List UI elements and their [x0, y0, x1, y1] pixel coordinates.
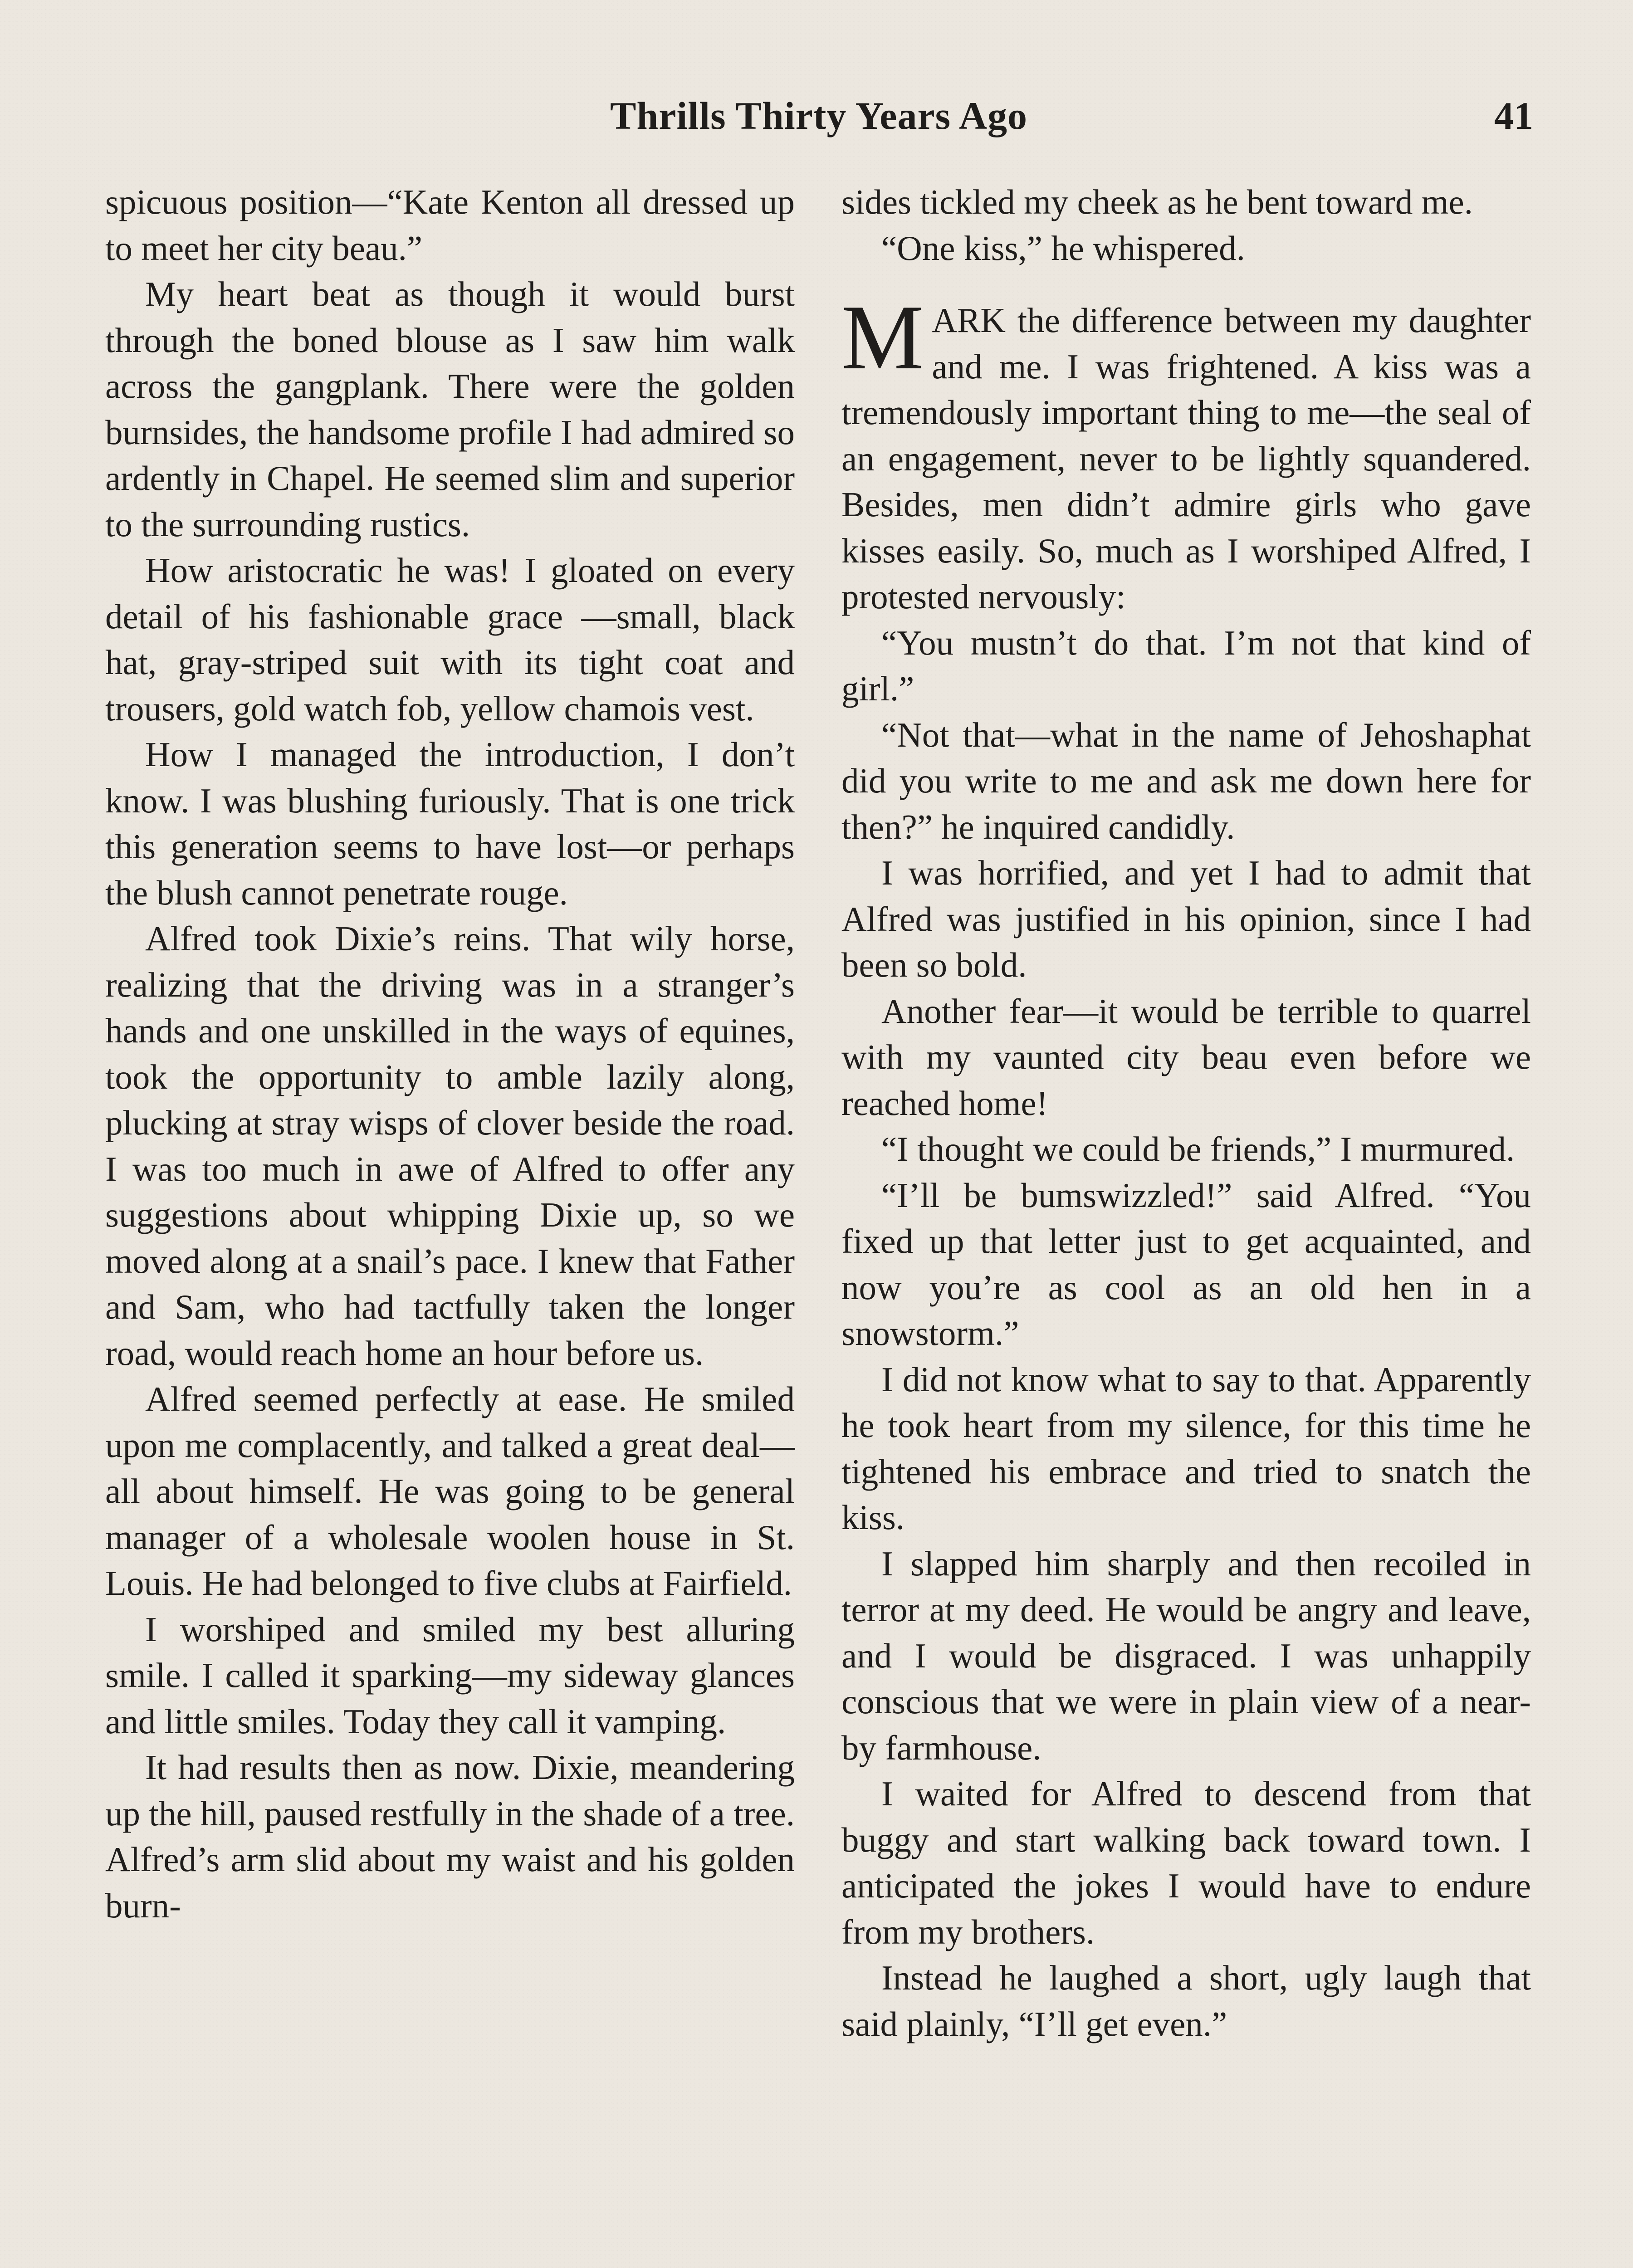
paragraph: My heart beat as though it would burst through the boned blouse as I saw him walk across the gangplank. There were the golden burnsides, the handsome profile I had admired so ardently in Chapel. He seemed slim and superior to the surrounding rustics. [105, 274, 795, 544]
paragraph: I was horrified, and yet I had to admit that Alfred was justified in his opinion, since I had been so bold. [841, 853, 1531, 984]
paragraph: I waited for Alfred to descend from that buggy and start walking back toward town. I anticipated the jokes I would have to endure from my brothers. [841, 1774, 1531, 1951]
drop-cap: M [841, 286, 924, 389]
left-column [105, 179, 795, 1929]
paragraph-text: the difference between my daughter and me. I was frightened. A kiss was a tremendously important thing to me—the seal of an engagement, never to be lightly squandered. Besides, men didn’t admire girls who gave kisses easily. So, much as I worshiped Alfred, I protested nervously: [841, 301, 1531, 616]
paragraph: spicuous position—“Kate Kenton all dressed up to meet her city beau.” [105, 182, 795, 268]
paragraph: I did not know what to say to that. Apparently he took heart from my silence, for this time he tightened his embrace and tried to snatch the kiss. [841, 1359, 1531, 1537]
paragraph: “One kiss,” he whispered. [881, 228, 1245, 268]
paragraph: Alfred seemed perfectly at ease. He smiled upon me complacently, and talked a great deal—all about himself. He was going to be general manager of a wholesale woolen house in St. Louis. He had belonged to five clubs at Fairfield. [105, 1379, 795, 1603]
section-opening-paragraph [841, 286, 1531, 620]
paragraph: It had results then as now. Dixie, meandering up the hill, paused restfully in the shade of a tree. Alfred’s arm slid about my waist and his golden burn- [105, 1748, 795, 1925]
paragraph: How aristocratic he was! I gloated on every detail of his fashionable grace —small, black hat, gray-striped suit with its tight coat and trousers, gold watch fob, yellow chamois vest. [105, 551, 795, 728]
paragraph: “I thought we could be friends,” I murmured. [881, 1129, 1515, 1168]
paragraph: How I managed the introduction, I don’t know. I was blushing furiously. That is one trick this generation seems to have lost—or perhaps the blush cannot penetrate rouge. [105, 735, 795, 912]
paragraph: I worshiped and smiled my best alluring smile. I called it sparking—my sideway glances and little smiles. Today they call it vamping. [105, 1609, 795, 1741]
paragraph: I slapped him sharply and then recoiled in terror at my deed. He would be angry and leave, and I would be disgraced. I was unhappily conscious that we were in plain view of a near-by farmhouse. [841, 1544, 1531, 1767]
paragraph: “I’ll be bumswizzled!” said Alfred. “You fixed up that letter just to get acquainted, and now you’re as cool as an old hen in a snowstorm.” [841, 1175, 1531, 1353]
page-title: Thrills Thirty Years Ago [610, 94, 1027, 137]
running-head [104, 93, 1533, 161]
paragraph: Instead he laughed a short, ugly laugh that said plainly, “I’ll get even.” [841, 1958, 1531, 2043]
paragraph: Another fear—it would be terrible to quarrel with my vaunted city beau even before we reached home! [841, 991, 1531, 1123]
right-column [841, 179, 1531, 2047]
page-number: 41 [1494, 94, 1533, 137]
paragraph: “Not that—what in the name of Jehoshaphat did you write to me and ask me down here for then?” he inquired candidly. [841, 715, 1531, 846]
paragraph: “You mustn’t do that. I’m not that kind of girl.” [841, 623, 1531, 708]
paragraph: Alfred took Dixie’s reins. That wily horse, realizing that the driving was in a stranger’s hands and one unskilled in the ways of equines, took the opportunity to amble lazily along, plucking at stray wisps of clover beside the road. I was too much in awe of Alfred to offer any suggestions about whipping Dixie up, so we moved along at a snail’s pace. I knew that Father and Sam, who had tactfully taken the longer road, would reach home an hour before us. [105, 919, 795, 1373]
paragraph: sides tickled my cheek as he bent toward me. [841, 182, 1473, 221]
lead-in-text: ARK [932, 301, 1006, 340]
